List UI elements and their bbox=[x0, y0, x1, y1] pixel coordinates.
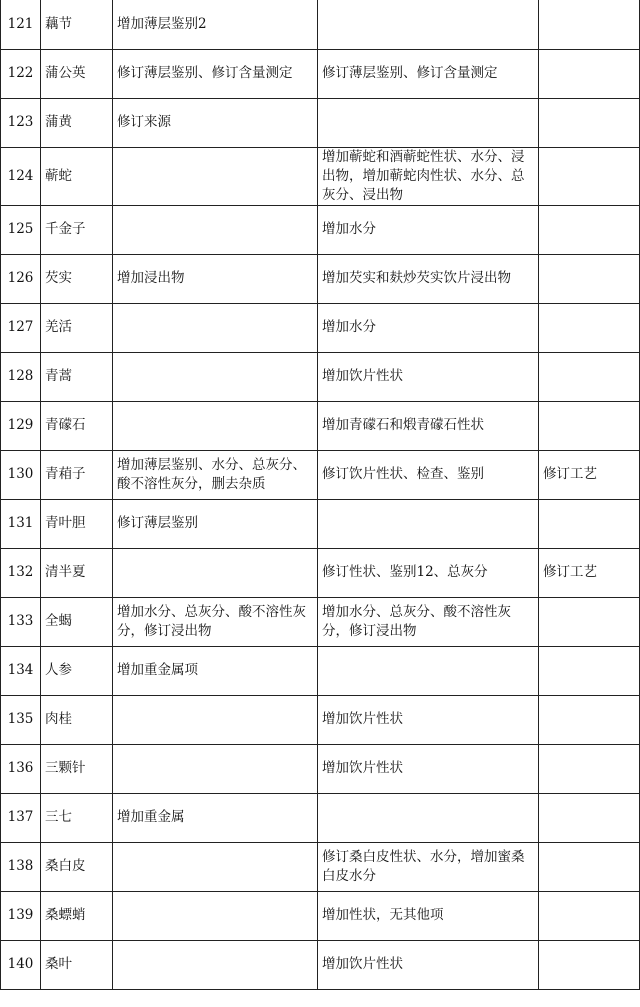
herb-name: 青蒿 bbox=[41, 352, 113, 401]
table-row bbox=[1, 744, 640, 793]
revision-cell-col4: 修订桑白皮性状、水分，增加蜜桑白皮水分 bbox=[318, 842, 539, 891]
revision-cell-col4: 增加饮片性状 bbox=[318, 695, 539, 744]
revision-cell-col5 bbox=[539, 0, 640, 49]
herb-name: 青礞石 bbox=[41, 401, 113, 450]
revision-cell-col5 bbox=[539, 695, 640, 744]
revision-cell-col3 bbox=[113, 352, 318, 401]
row-number: 132 bbox=[1, 548, 41, 597]
herb-name: 三颗针 bbox=[41, 744, 113, 793]
row-number: 139 bbox=[1, 891, 41, 940]
revision-cell-col5 bbox=[539, 147, 640, 205]
revision-cell-col3 bbox=[113, 842, 318, 891]
table-row bbox=[1, 254, 640, 303]
revision-cell-col3 bbox=[113, 401, 318, 450]
revision-cell-col3: 修订薄层鉴别 bbox=[113, 499, 318, 548]
table-row bbox=[1, 147, 640, 205]
row-number: 127 bbox=[1, 303, 41, 352]
row-number: 126 bbox=[1, 254, 41, 303]
row-number: 134 bbox=[1, 646, 41, 695]
row-number: 135 bbox=[1, 695, 41, 744]
revision-cell-col4 bbox=[318, 499, 539, 548]
revision-cell-col4: 增加水分、总灰分、酸不溶性灰分，修订浸出物 bbox=[318, 597, 539, 646]
herb-name: 全蝎 bbox=[41, 597, 113, 646]
row-number: 128 bbox=[1, 352, 41, 401]
herb-name: 清半夏 bbox=[41, 548, 113, 597]
revision-cell-col5: 修订工艺 bbox=[539, 450, 640, 499]
table-row bbox=[1, 0, 640, 49]
revision-cell-col4: 修订饮片性状、检查、鉴别 bbox=[318, 450, 539, 499]
revision-cell-col5 bbox=[539, 205, 640, 254]
herb-name: 青葙子 bbox=[41, 450, 113, 499]
row-number: 131 bbox=[1, 499, 41, 548]
table-row bbox=[1, 499, 640, 548]
revision-cell-col3 bbox=[113, 205, 318, 254]
table-row bbox=[1, 548, 640, 597]
herb-name: 羌活 bbox=[41, 303, 113, 352]
revision-cell-col5 bbox=[539, 744, 640, 793]
revision-cell-col5 bbox=[539, 49, 640, 98]
revision-cell-col5 bbox=[539, 352, 640, 401]
revision-cell-col3 bbox=[113, 303, 318, 352]
revision-cell-col3 bbox=[113, 548, 318, 597]
table-row bbox=[1, 891, 640, 940]
row-number: 123 bbox=[1, 98, 41, 147]
table-row bbox=[1, 940, 640, 989]
revision-cell-col5 bbox=[539, 303, 640, 352]
table-row bbox=[1, 401, 640, 450]
table-row bbox=[1, 695, 640, 744]
revision-cell-col5 bbox=[539, 940, 640, 989]
row-number: 121 bbox=[1, 0, 41, 49]
table-row bbox=[1, 842, 640, 891]
table-row bbox=[1, 303, 640, 352]
revision-cell-col3 bbox=[113, 695, 318, 744]
row-number: 130 bbox=[1, 450, 41, 499]
revision-cell-col5 bbox=[539, 646, 640, 695]
revision-cell-col4: 增加青礞石和煅青礞石性状 bbox=[318, 401, 539, 450]
revision-cell-col4: 增加芡实和麸炒芡实饮片浸出物 bbox=[318, 254, 539, 303]
row-number: 124 bbox=[1, 147, 41, 205]
revision-cell-col5 bbox=[539, 793, 640, 842]
revision-cell-col4: 修订薄层鉴别、修订含量测定 bbox=[318, 49, 539, 98]
revision-cell-col5 bbox=[539, 842, 640, 891]
revision-cell-col4: 修订性状、鉴别12、总灰分 bbox=[318, 548, 539, 597]
table-row bbox=[1, 597, 640, 646]
revision-cell-col4: 增加饮片性状 bbox=[318, 940, 539, 989]
revision-cell-col3: 修订来源 bbox=[113, 98, 318, 147]
revision-cell-col5 bbox=[539, 401, 640, 450]
herb-name: 桑叶 bbox=[41, 940, 113, 989]
revision-cell-col5 bbox=[539, 891, 640, 940]
table-row bbox=[1, 646, 640, 695]
revision-cell-col4 bbox=[318, 0, 539, 49]
row-number: 136 bbox=[1, 744, 41, 793]
revision-cell-col4 bbox=[318, 793, 539, 842]
table-row bbox=[1, 205, 640, 254]
revision-cell-col3: 增加薄层鉴别、水分、总灰分、酸不溶性灰分，删去杂质 bbox=[113, 450, 318, 499]
revision-cell-col3 bbox=[113, 891, 318, 940]
revision-cell-col5 bbox=[539, 254, 640, 303]
table-row bbox=[1, 98, 640, 147]
row-number: 122 bbox=[1, 49, 41, 98]
herb-name: 人参 bbox=[41, 646, 113, 695]
revision-cell-col4: 增加性状，无其他项 bbox=[318, 891, 539, 940]
row-number: 129 bbox=[1, 401, 41, 450]
herb-name: 芡实 bbox=[41, 254, 113, 303]
revision-cell-col4: 增加蕲蛇和酒蕲蛇性状、水分、浸出物，增加蕲蛇肉性状、水分、总灰分、浸出物 bbox=[318, 147, 539, 205]
revision-cell-col4 bbox=[318, 98, 539, 147]
revision-cell-col5 bbox=[539, 499, 640, 548]
row-number: 133 bbox=[1, 597, 41, 646]
herb-name: 肉桂 bbox=[41, 695, 113, 744]
revision-cell-col3 bbox=[113, 744, 318, 793]
revision-cell-col3 bbox=[113, 940, 318, 989]
row-number: 125 bbox=[1, 205, 41, 254]
herb-name: 青叶胆 bbox=[41, 499, 113, 548]
row-number: 138 bbox=[1, 842, 41, 891]
revision-cell-col3: 增加重金属项 bbox=[113, 646, 318, 695]
herb-name: 藕节 bbox=[41, 0, 113, 49]
herb-name: 千金子 bbox=[41, 205, 113, 254]
table-row bbox=[1, 49, 640, 98]
revision-cell-col5 bbox=[539, 597, 640, 646]
herb-name: 蒲公英 bbox=[41, 49, 113, 98]
herb-name: 三七 bbox=[41, 793, 113, 842]
herb-name: 蒲黄 bbox=[41, 98, 113, 147]
table-row bbox=[1, 793, 640, 842]
revision-cell-col4: 增加饮片性状 bbox=[318, 352, 539, 401]
revision-cell-col3: 增加浸出物 bbox=[113, 254, 318, 303]
revision-cell-col3: 增加水分、总灰分、酸不溶性灰分，修订浸出物 bbox=[113, 597, 318, 646]
table-row bbox=[1, 352, 640, 401]
herb-name: 桑白皮 bbox=[41, 842, 113, 891]
row-number: 140 bbox=[1, 940, 41, 989]
revision-cell-col5 bbox=[539, 98, 640, 147]
table-body bbox=[1, 0, 640, 989]
revision-cell-col3: 修订薄层鉴别、修订含量测定 bbox=[113, 49, 318, 98]
revision-cell-col4: 增加水分 bbox=[318, 303, 539, 352]
row-number: 137 bbox=[1, 793, 41, 842]
herb-name: 蕲蛇 bbox=[41, 147, 113, 205]
table-row bbox=[1, 450, 640, 499]
revision-cell-col4: 增加水分 bbox=[318, 205, 539, 254]
herb-name: 桑螵蛸 bbox=[41, 891, 113, 940]
revision-cell-col5: 修订工艺 bbox=[539, 548, 640, 597]
revision-cell-col4: 增加饮片性状 bbox=[318, 744, 539, 793]
revision-cell-col3: 增加重金属 bbox=[113, 793, 318, 842]
revision-cell-col3: 增加薄层鉴别2 bbox=[113, 0, 318, 49]
revision-cell-col3 bbox=[113, 147, 318, 205]
revision-cell-col4 bbox=[318, 646, 539, 695]
